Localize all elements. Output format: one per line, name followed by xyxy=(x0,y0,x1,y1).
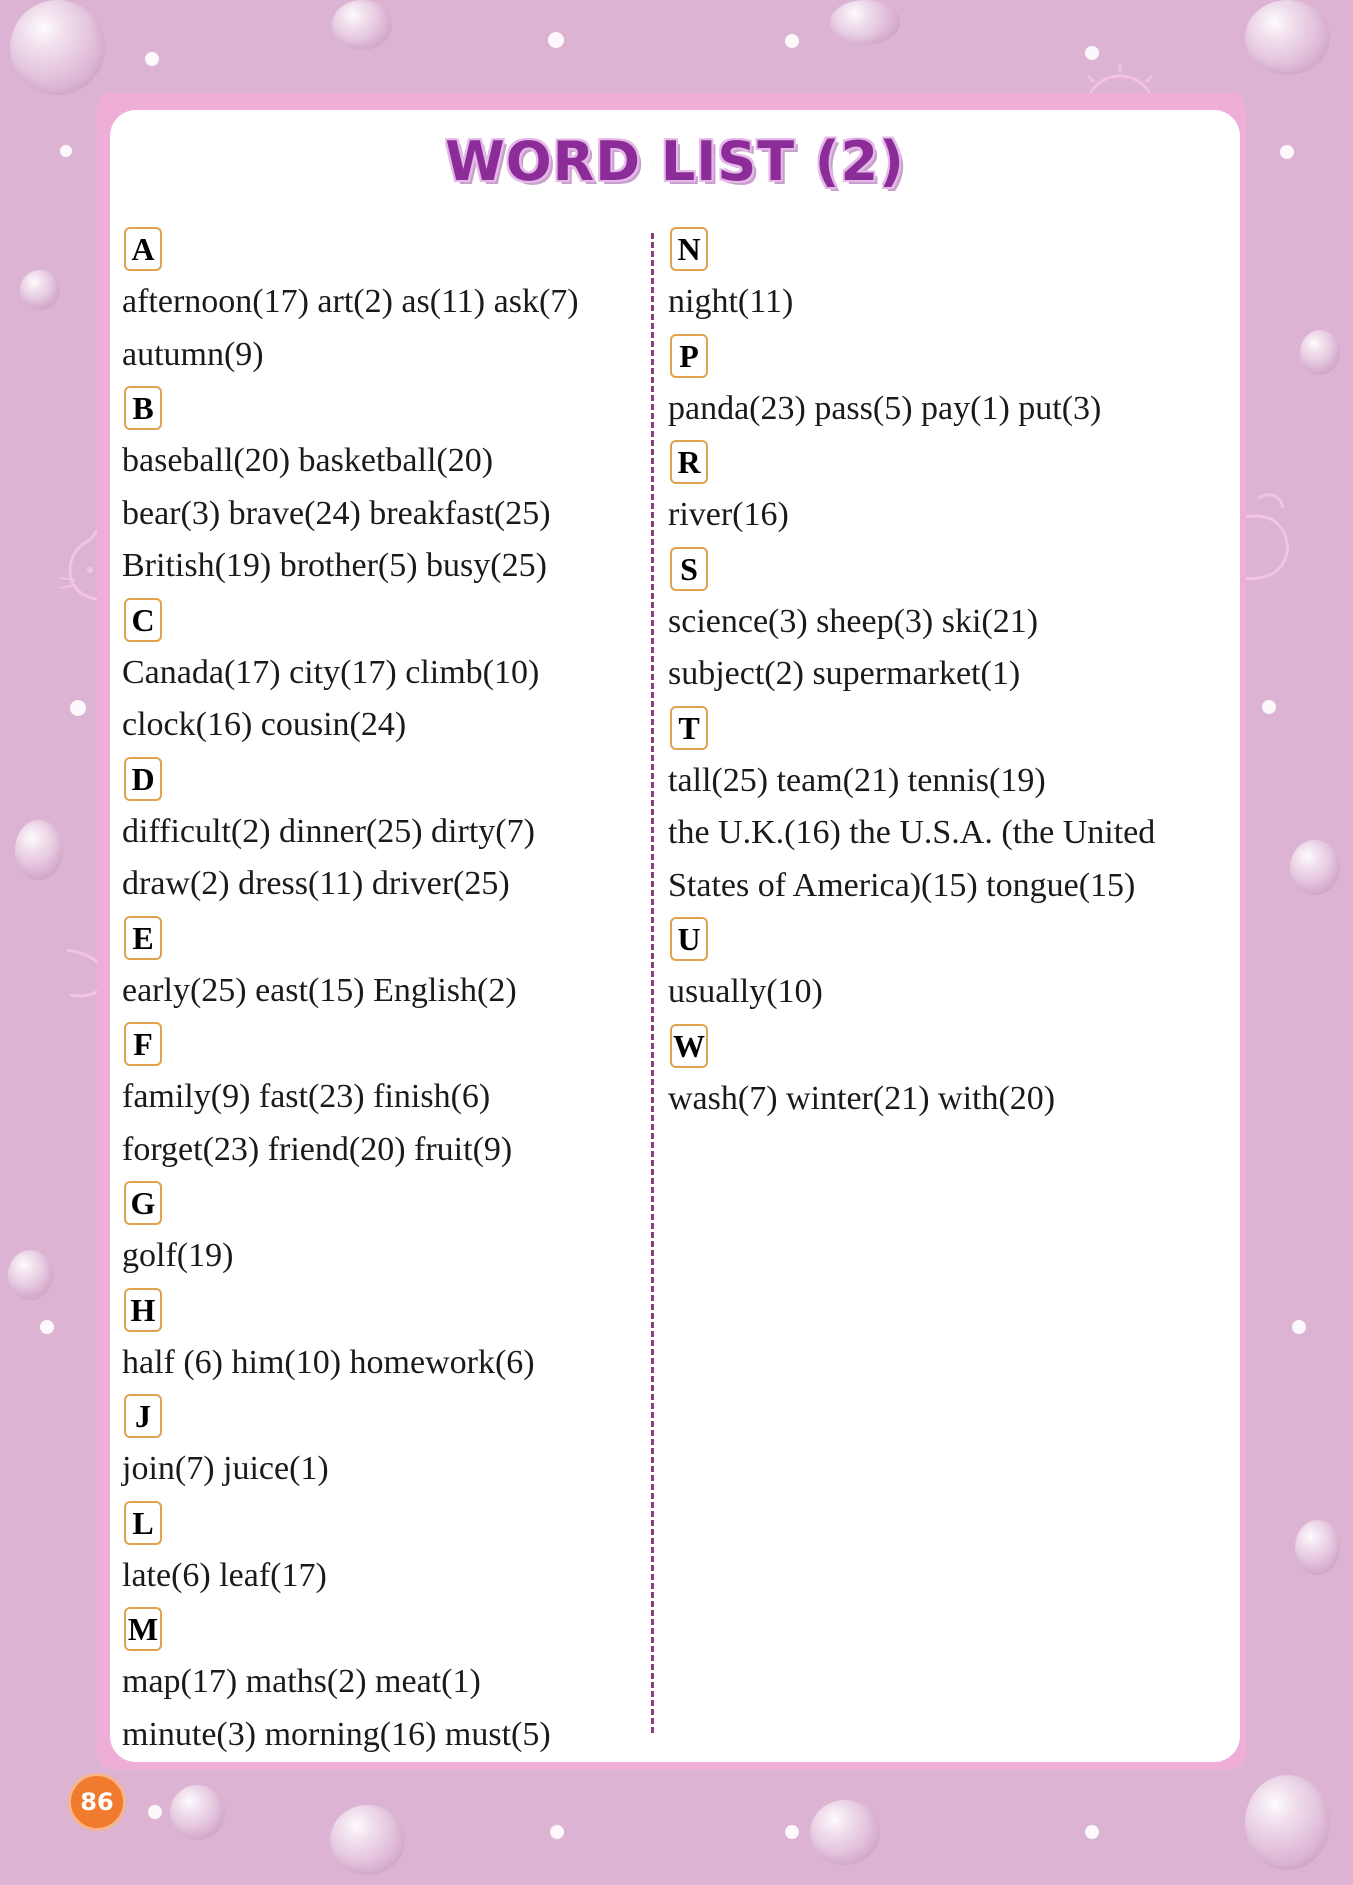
letter-section xyxy=(122,381,642,593)
bubble-decoration xyxy=(332,0,392,50)
word-line: wash(7) winter(21) with(20) xyxy=(668,1079,1056,1117)
word-line: usually(10) xyxy=(668,973,823,1010)
letter-heading: T xyxy=(670,706,708,750)
word-line: British(19) brother(5) busy(25) xyxy=(122,547,547,584)
letter-section xyxy=(668,701,1228,913)
letter-section xyxy=(122,911,642,1018)
word-line: family(9) fast(23) finish(6) xyxy=(122,1078,491,1115)
word-line: tall(25) team(21) tennis(19) xyxy=(668,761,1046,799)
page-title: WORD LIST (2) xyxy=(445,130,905,193)
dot-decoration xyxy=(550,1825,564,1839)
letter-section xyxy=(122,222,642,381)
word-line: clock(16) cousin(24) xyxy=(122,706,407,743)
letter-section xyxy=(122,1496,642,1603)
letter-section xyxy=(122,1017,642,1176)
letter-section xyxy=(122,1283,642,1390)
bubble-decoration xyxy=(810,1800,880,1865)
dot-decoration xyxy=(785,34,799,48)
bubble-decoration xyxy=(20,270,60,310)
bubble-decoration xyxy=(170,1785,225,1840)
page-number-badge: 86 xyxy=(68,1773,126,1831)
word-line: Canada(17) city(17) climb(10) xyxy=(122,653,540,691)
word-line: river(16) xyxy=(668,496,789,533)
word-line: bear(3) brave(24) breakfast(25) xyxy=(122,494,551,532)
letter-section xyxy=(122,1176,642,1283)
dot-decoration xyxy=(1280,145,1294,159)
letter-section xyxy=(122,1602,642,1761)
word-line: golf(19) xyxy=(122,1237,234,1274)
letter-heading: R xyxy=(670,440,708,484)
bubble-decoration xyxy=(8,1250,53,1300)
dot-decoration xyxy=(1085,1825,1099,1839)
dot-decoration xyxy=(1292,1320,1306,1334)
letter-heading: S xyxy=(670,547,708,591)
letter-section xyxy=(668,329,1228,436)
bubble-decoration xyxy=(1245,0,1330,75)
dot-decoration xyxy=(1262,700,1276,714)
letter-heading: F xyxy=(124,1022,162,1066)
letter-section xyxy=(668,435,1228,542)
dot-decoration xyxy=(785,1825,799,1839)
word-line: late(6) leaf(17) xyxy=(122,1556,327,1594)
word-line: join(7) juice(1) xyxy=(122,1450,329,1487)
word-line: difficult(2) dinner(25) dirty(7) xyxy=(122,812,535,850)
bubble-decoration xyxy=(1300,330,1340,375)
dot-decoration xyxy=(145,52,159,66)
letter-heading: J xyxy=(124,1394,162,1438)
word-line: baseball(20) basketball(20) xyxy=(122,442,494,479)
letter-heading: A xyxy=(124,227,162,271)
letter-heading: L xyxy=(124,1501,162,1545)
dot-decoration xyxy=(148,1805,162,1819)
word-line: forget(23) friend(20) fruit(9) xyxy=(122,1130,513,1168)
word-line: early(25) east(15) English(2) xyxy=(122,971,517,1009)
letter-heading: D xyxy=(124,757,162,801)
bubble-decoration xyxy=(15,820,63,880)
letter-section xyxy=(668,1019,1228,1126)
letter-section xyxy=(668,222,1228,329)
letter-heading: H xyxy=(124,1288,162,1332)
letter-heading: P xyxy=(670,334,708,378)
letter-section xyxy=(668,542,1228,701)
word-line: map(17) maths(2) meat(1) xyxy=(122,1663,481,1700)
bubble-decoration xyxy=(1295,1520,1340,1575)
letter-heading: E xyxy=(124,916,162,960)
bubble-decoration xyxy=(830,0,900,45)
word-line: draw(2) dress(11) driver(25) xyxy=(122,865,510,902)
word-line: afternoon(17) art(2) as(11) ask(7) xyxy=(122,283,579,320)
dot-decoration xyxy=(70,700,86,716)
word-line: night(11) xyxy=(668,283,794,320)
word-line: autumn(9) xyxy=(122,335,264,373)
bubble-decoration xyxy=(330,1805,405,1875)
bubble-decoration xyxy=(10,0,105,95)
word-line: subject(2) supermarket(1) xyxy=(668,655,1021,692)
letter-heading: M xyxy=(124,1607,162,1651)
right-column xyxy=(668,222,1228,1125)
dot-decoration xyxy=(1085,46,1099,60)
word-line: the U.K.(16) the U.S.A. (the United xyxy=(668,814,1156,851)
letter-heading: C xyxy=(124,598,162,642)
dot-decoration xyxy=(548,32,564,48)
word-line: minute(3) morning(16) must(5) xyxy=(122,1715,551,1753)
letter-heading: N xyxy=(670,227,708,271)
letter-heading: U xyxy=(670,917,708,961)
column-divider xyxy=(651,233,654,1733)
dot-decoration xyxy=(40,1320,54,1334)
apple-decoration xyxy=(1238,478,1298,588)
word-line: panda(23) pass(5) pay(1) put(3) xyxy=(668,389,1102,427)
letter-section xyxy=(668,912,1228,1019)
letter-heading: G xyxy=(124,1181,162,1225)
letter-heading: B xyxy=(124,386,162,430)
letter-section xyxy=(122,752,642,911)
left-column xyxy=(122,222,642,1761)
bubble-decoration xyxy=(1245,1775,1330,1870)
word-line: States of America)(15) tongue(15) xyxy=(668,866,1136,904)
letter-section xyxy=(122,593,642,752)
letter-section xyxy=(122,1389,642,1496)
word-line: science(3) sheep(3) ski(21) xyxy=(668,602,1039,640)
dot-decoration xyxy=(60,145,72,157)
letter-heading: W xyxy=(670,1024,708,1068)
word-line: half (6) him(10) homework(6) xyxy=(122,1343,535,1381)
bubble-decoration xyxy=(1290,840,1340,895)
